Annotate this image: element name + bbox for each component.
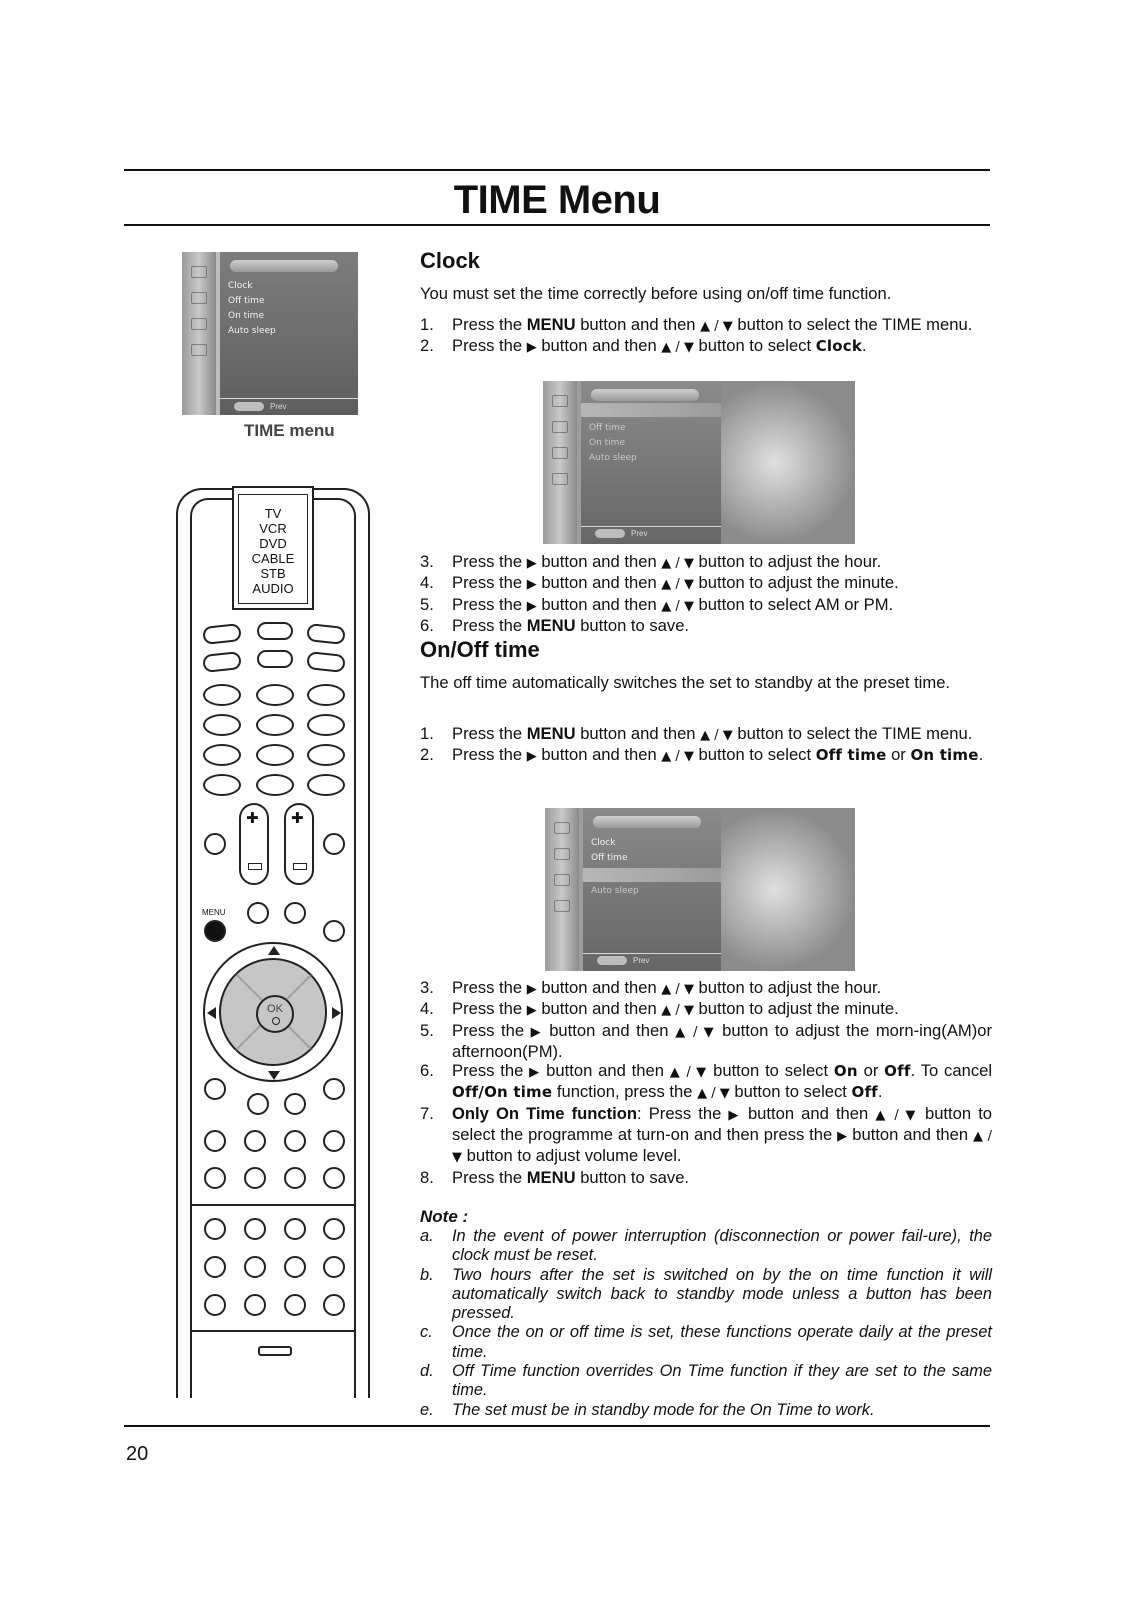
osd-item-off-time: Off time: [591, 853, 628, 863]
up-arrow-icon: ▲: [697, 1086, 708, 1102]
list-item: 4. Press the ▶ button and then ▲ / ▼ button to adjust the minute.: [420, 573, 899, 593]
remote-button[interactable]: [244, 1167, 266, 1189]
minus-icon: [248, 863, 262, 870]
remote-button[interactable]: [323, 1130, 345, 1152]
right-arrow-icon: ▶: [526, 1003, 537, 1019]
down-arrow-icon: ▼: [683, 1003, 694, 1019]
clock-menu-screenshot: [543, 381, 855, 544]
osd-item-off-time: Off time: [228, 296, 265, 306]
clock-steps-b: [420, 552, 992, 635]
remote-button[interactable]: [256, 684, 294, 706]
remote-button[interactable]: [284, 1218, 306, 1240]
right-arrow-icon: ▶: [530, 1024, 543, 1040]
remote-button[interactable]: [257, 622, 293, 640]
up-arrow-icon: ▲: [661, 556, 672, 571]
remote-button[interactable]: [204, 1294, 226, 1316]
osd-panel: [220, 252, 358, 415]
osd-divider: [583, 953, 723, 954]
remote-button[interactable]: [307, 684, 345, 706]
osd-sidebar: [182, 252, 216, 415]
osd-highlight: [581, 403, 721, 417]
right-arrow-icon: ▶: [526, 598, 537, 614]
remote-button[interactable]: [203, 714, 241, 736]
down-arrow-icon: ▼: [683, 556, 694, 571]
down-arrow-icon: ▼: [722, 319, 733, 334]
mode-dvd: DVD: [259, 536, 287, 551]
osd-item-clock: Clock: [228, 281, 253, 291]
remote-button[interactable]: [284, 1093, 306, 1115]
remote-button[interactable]: [323, 1218, 345, 1240]
list-item: 1. Press the MENU button and then ▲ / ▼ button to select the TIME menu.: [420, 724, 973, 743]
right-arrow-icon: ▶: [526, 577, 537, 593]
mode-window: [232, 486, 314, 610]
down-arrow-icon: ▼: [683, 749, 694, 765]
remote-divider: [192, 1330, 356, 1332]
onoff-steps-a: [420, 724, 992, 767]
remote-button[interactable]: [203, 744, 241, 766]
down-arrow-icon: ▼: [452, 1150, 462, 1166]
up-arrow-icon: ▲: [661, 340, 672, 356]
onoff-intro: The off time automatically switches the set to standby at the preset time.: [420, 673, 951, 692]
down-arrow-icon: ▼: [905, 1107, 918, 1123]
minus-icon: [293, 863, 307, 870]
clock-steps-a: [420, 315, 992, 358]
remote-button[interactable]: [323, 1078, 345, 1100]
down-arrow-icon: ▼: [703, 1024, 716, 1040]
remote-button[interactable]: [323, 833, 345, 855]
time-menu-screenshot: [182, 252, 358, 415]
remote-button[interactable]: [204, 1167, 226, 1189]
osd-prev-label: Prev: [633, 956, 650, 965]
osd-item-on-time: On time: [228, 311, 264, 321]
osd-sidebar: [545, 808, 579, 971]
remote-button[interactable]: [204, 1256, 226, 1278]
right-arrow-icon: ▶: [529, 1065, 541, 1081]
onoff-steps-b: [420, 978, 992, 1187]
list-item: e. The set must be in standby mode for the On Time to work.: [420, 1400, 875, 1419]
remote-button[interactable]: [323, 1256, 345, 1278]
bottom-rule: [124, 1425, 990, 1427]
remote-control: [176, 488, 372, 1398]
up-arrow-icon: ▲: [661, 598, 672, 614]
osd-item-on-time: On time: [589, 438, 625, 448]
remote-button[interactable]: [323, 1294, 345, 1316]
remote-button[interactable]: [323, 920, 345, 942]
remote-button[interactable]: [284, 1294, 306, 1316]
onoff-menu-screenshot: [545, 808, 855, 971]
osd-item-off-time: Off time: [589, 423, 626, 433]
osd-panel: [583, 808, 723, 971]
osd-item-clock: Clock: [591, 838, 616, 848]
down-arrow-icon: ▼: [696, 1065, 708, 1081]
list-item: 7. Only On Time function: Press the ▶ button and then ▲ / ▼ button to select the programme at turn-on and then press the ▶ button and then ▲ / ▼ button to adjust volume level.: [420, 1103, 993, 1166]
ok-button[interactable]: [256, 995, 294, 1033]
navigation-pad[interactable]: [203, 942, 343, 1082]
list-item: 2. Press the ▶ button and then ▲ / ▼ button to select Off time or On time.: [420, 745, 984, 765]
osd-prev-pill: [234, 402, 264, 411]
remote-button[interactable]: [284, 902, 306, 924]
page-title: TIME Menu: [453, 178, 661, 222]
osd-sidebar: [543, 381, 577, 544]
mode-tv: TV: [264, 506, 282, 521]
down-arrow-icon: ▼: [683, 340, 694, 356]
remote-button[interactable]: [256, 744, 294, 766]
osd-background-glow: [721, 808, 855, 971]
channel-rocker[interactable]: [284, 803, 314, 885]
list-item: 3. Press the ▶ button and then ▲ / ▼ button to adjust the hour.: [420, 978, 882, 997]
up-arrow-icon: ▲: [661, 749, 672, 765]
list-item: b. Two hours after the set is switched on by the on time function it will automatically switch back to standby mode unless a button has been pressed.: [420, 1265, 992, 1323]
osd-title-pill: [230, 260, 338, 272]
remote-button[interactable]: [284, 1167, 306, 1189]
remote-button[interactable]: [244, 1130, 266, 1152]
up-arrow-icon: ▲: [661, 982, 672, 997]
remote-button[interactable]: [204, 1218, 226, 1240]
remote-button[interactable]: [244, 1256, 266, 1278]
remote-button[interactable]: [323, 1167, 345, 1189]
remote-button[interactable]: [307, 774, 345, 796]
right-arrow-icon: [332, 1007, 341, 1019]
up-arrow-icon: ▲: [700, 728, 711, 743]
title-rule: [124, 224, 990, 226]
remote-button[interactable]: [284, 1130, 306, 1152]
plus-icon: ✚: [291, 809, 304, 827]
list-item: 2. Press the ▶ button and then ▲ / ▼ button to select Clock.: [420, 336, 867, 356]
down-arrow-icon: ▼: [683, 577, 694, 593]
osd-highlight: [583, 868, 723, 882]
down-arrow-icon: ▼: [683, 598, 694, 614]
menu-label: MENU: [202, 908, 226, 917]
mode-stb: STB: [260, 566, 286, 581]
up-arrow-icon: [268, 946, 280, 955]
up-arrow-icon: ▲: [875, 1107, 888, 1123]
page-number: 20: [126, 1443, 149, 1465]
list-item: 5. Press the ▶ button and then ▲ / ▼ button to adjust the morn-ing(AM)or afternoon(PM).: [420, 1020, 992, 1061]
up-arrow-icon: ▲: [700, 319, 711, 334]
list-item: a. In the event of power interruption (disconnection or power fail-ure), the clock must be reset.: [420, 1227, 992, 1265]
remote-button[interactable]: [203, 684, 241, 706]
osd-item-auto-sleep: Auto sleep: [589, 453, 637, 463]
right-arrow-icon: ▶: [526, 982, 537, 997]
remote-button[interactable]: [204, 1078, 226, 1100]
remote-button[interactable]: [256, 714, 294, 736]
remote-button[interactable]: [244, 1218, 266, 1240]
remote-button[interactable]: [204, 833, 226, 855]
onoff-heading: On/Off time: [420, 637, 540, 662]
down-arrow-icon: [268, 1071, 280, 1080]
remote-button[interactable]: [244, 1294, 266, 1316]
navigation-ring: [219, 958, 327, 1066]
right-arrow-icon: ▶: [837, 1129, 848, 1145]
osd-prev-pill: [595, 529, 625, 538]
up-arrow-icon: ▲: [661, 1003, 672, 1019]
remote-button[interactable]: [204, 1130, 226, 1152]
right-arrow-icon: ▶: [526, 556, 537, 571]
notes-list: [420, 1227, 992, 1420]
osd-divider: [581, 526, 721, 527]
mode-vcr: VCR: [259, 521, 287, 536]
right-arrow-icon: ▶: [526, 749, 537, 765]
remote-button[interactable]: [257, 650, 293, 668]
right-arrow-icon: ▶: [728, 1107, 741, 1123]
up-arrow-icon: ▲: [972, 1129, 984, 1145]
remote-button[interactable]: [247, 1093, 269, 1115]
remote-button[interactable]: [307, 744, 345, 766]
top-rule: [124, 169, 990, 171]
osd-prev-pill: [597, 956, 627, 965]
note-heading: Note :: [420, 1207, 469, 1226]
osd-background-glow: [721, 381, 855, 544]
osd-item-auto-sleep: Auto sleep: [228, 326, 276, 336]
remote-button[interactable]: [203, 774, 241, 796]
osd-title-pill: [593, 816, 701, 828]
volume-rocker[interactable]: [239, 803, 269, 885]
down-arrow-icon: ▼: [683, 982, 694, 997]
remote-button[interactable]: [256, 774, 294, 796]
list-item: d. Off Time function overrides On Time function if they are set to the same time.: [420, 1362, 992, 1400]
down-arrow-icon: ▼: [722, 728, 733, 743]
remote-button[interactable]: [307, 714, 345, 736]
clock-heading: Clock: [420, 248, 480, 273]
list-item: 6. Press the MENU button to save.: [420, 615, 690, 635]
list-item: 8. Press the MENU button to save.: [420, 1167, 690, 1187]
list-item: 1. Press the MENU button and then ▲ / ▼ button to select the TIME menu.: [420, 315, 973, 334]
osd-prev-label: Prev: [631, 529, 648, 538]
figure-caption: TIME menu: [244, 421, 335, 440]
right-arrow-icon: ▶: [526, 340, 537, 356]
osd-item-auto-sleep: Auto sleep: [591, 886, 639, 896]
osd-panel: [581, 381, 721, 544]
remote-button[interactable]: [247, 902, 269, 924]
remote-slot: [258, 1346, 292, 1356]
mode-cable: CABLE: [251, 551, 295, 566]
up-arrow-icon: ▲: [675, 1024, 688, 1040]
up-arrow-icon: ▲: [669, 1065, 681, 1081]
clock-intro: You must set the time correctly before using on/off time function.: [420, 284, 892, 303]
osd-prev-label: Prev: [270, 402, 287, 411]
menu-button[interactable]: [204, 920, 226, 942]
up-arrow-icon: ▲: [661, 577, 672, 593]
osd-divider: [220, 398, 358, 399]
ok-label: OK: [267, 1003, 283, 1015]
ok-dot-icon: [272, 1017, 280, 1025]
list-item: 3. Press the ▶ button and then ▲ / ▼ button to adjust the hour.: [420, 552, 882, 571]
list-item: 5. Press the ▶ button and then ▲ / ▼ button to select AM or PM.: [420, 594, 894, 614]
remote-divider: [192, 1204, 356, 1206]
mode-audio: AUDIO: [252, 581, 294, 596]
down-arrow-icon: ▼: [719, 1086, 730, 1102]
list-item: 4. Press the ▶ button and then ▲ / ▼ button to adjust the minute.: [420, 999, 899, 1019]
remote-button[interactable]: [284, 1256, 306, 1278]
plus-icon: ✚: [246, 809, 259, 827]
list-item: c. Once the on or off time is set, these functions operate daily at the preset time.: [420, 1323, 992, 1361]
osd-title-pill: [591, 389, 699, 401]
left-arrow-icon: [207, 1007, 216, 1019]
list-item: 6. Press the ▶ button and then ▲ / ▼ button to select On or Off. To cancel Off/On time function, press the ▲ / ▼ button to select Off.: [420, 1061, 993, 1102]
